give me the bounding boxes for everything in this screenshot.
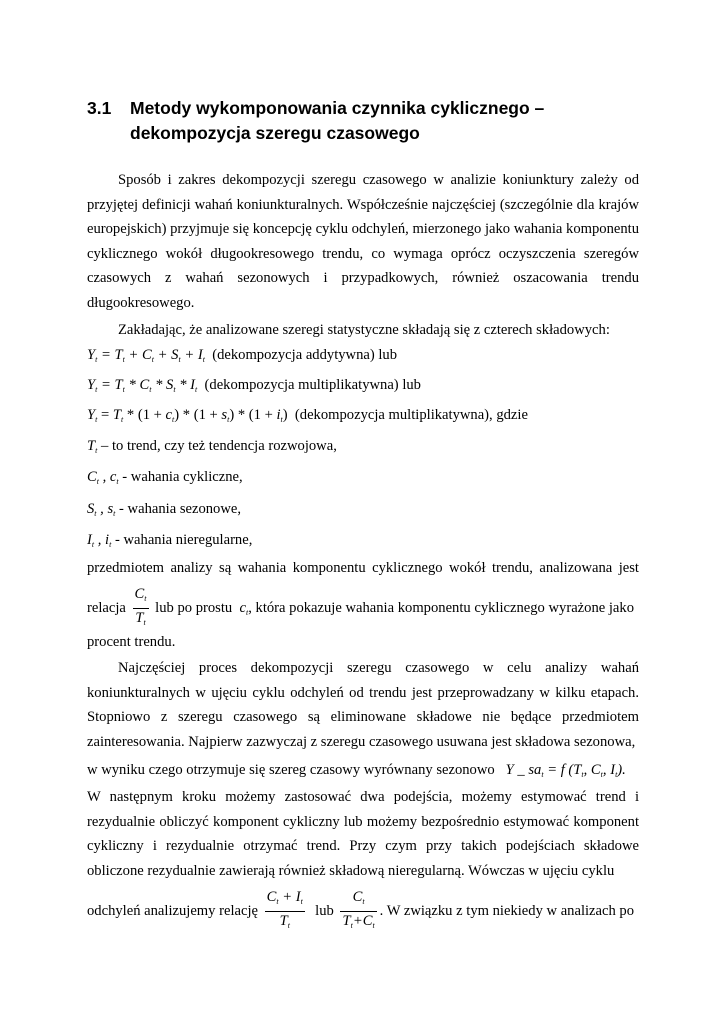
definition-cyclic: $C_t$ , $c_t$ - wahania cykliczne, (87, 469, 243, 486)
paragraph-3-relation-line: relacja $\frac{C_t}{T_t}$ lub po prostu $c_t$, która pokazuje wahania komponentu cyklicznego wyrażone jako (87, 585, 639, 632)
paragraph-3-line1: przedmiotem analizy są wahania komponentu cyklicznego wokół trendu, analizowana jest (87, 560, 639, 576)
paragraph-4: Najczęściej proces dekompozycji szeregu czasowego w celu analizy wahań koniunkturalnych w ujęciu cyklu odchyleń od trendu jest przeprowadzany w kilku etapach. Stopniowo z szeregu czasowego są eliminowane składowe nie będące przedmiotem zainteresowania. Najpierw zazwyczaj z szeregu czasowego usuwana jest składowa sezonowa, (87, 660, 639, 750)
equation-multiplicative-label: (dekompozycja multiplikatywna) lub (204, 377, 421, 393)
equation-multiplicative-2-formula: $Y_t = T_t * (1 + c_t) * (1 + s_t) * (1 + i_t)$ (87, 407, 288, 424)
equation-multiplicative-2-label: (dekompozycja multiplikatywna), gdzie (294, 407, 528, 423)
equation-additive (87, 347, 639, 364)
paragraph-5: W następnym kroku możemy zastosować dwa podejścia, możemy estymować trend i rezydualnie obliczyć komponent cykliczny lub możemy bezpośrednio estymować komponent cykliczny i rezydualnie otrzymać trend. Przy czym przy takich podejściach składowe obliczone rezydualnie zawierają również składową nieregularną. Wówczas w ujęciu cyklu (87, 789, 639, 879)
fraction-c-over-t-plus-c: $\frac{C_t}{T_t+C_t}$ (342, 889, 375, 930)
equation-multiplicative (87, 377, 639, 394)
definition-seasonal: $S_t$ , $s_t$ - wahania sezonowe, (87, 501, 242, 518)
definition-irregular: $I_t$ , $i_t$ - wahania nieregularne, (87, 532, 253, 549)
equation-multiplicative-2 (87, 407, 639, 424)
paragraph-2-intro: Zakładając, że analizowane szeregi statystyczne składają się z czterech składowych: (118, 322, 610, 338)
paragraph-5-last: odchyleń analizujemy relację $\frac{C_t + I_t}{T_t}$ lub $\frac{C_t}{T_t+C_t}$ . W związku z tym niekiedy w analizach po (87, 888, 639, 935)
paragraph-1: Sposób i zakres dekompozycji szeregu czasowego w analizie koniunktury zależy od przyjętej definicji wahań koniunkturalnych. Współcześnie najczęściej (szczególnie dla krajów europejskich) przyjmuje się koncepcję cyklu odchyleń, mierzonego jako wahania komponentu cyklicznego wokół długookresowego trendu, co wymaga oprócz oczyszczenia szeregów czasowych z wahań sezonowych i przypadkowych, również oszacowania trendu długookresowego. (87, 172, 639, 311)
section-title-line1: Metody wykomponowania czynnika cyklicznego – (130, 98, 545, 118)
equation-seasonally-adjusted: Y _ $sa_t = f$ ($T_t$, $C_t$, $I_t$). (505, 762, 626, 779)
paragraph-4-eqline: w wyniku czego otrzymuje się szereg czasowy wyrównany sezonowo Y _ $sa_t = f$ ($T_t$, $C_t$, $I_t$). (87, 762, 626, 779)
equation-additive-label: (dekompozycja addytywna) lub (212, 347, 398, 363)
paragraph-3-last: procent trendu. (87, 634, 176, 650)
section-title (130, 96, 650, 146)
section-number: 3.1 (87, 98, 112, 118)
fraction-c-plus-i-over-t: $\frac{C_t + I_t}{T_t}$ (266, 889, 303, 930)
definition-trend: $T_t$ – to trend, czy też tendencja rozwojowa, (87, 438, 337, 455)
section-title-line2: dekompozycja szeregu czasowego (130, 123, 420, 143)
equation-additive-formula: $Y_t = T_t + C_t + S_t + I_t$ (87, 347, 205, 364)
fraction-c-over-t: $\frac{C_t}{T_t}$ (134, 586, 147, 627)
equation-multiplicative-formula: $Y_t = T_t * C_t * S_t * I_t$ (87, 377, 198, 394)
